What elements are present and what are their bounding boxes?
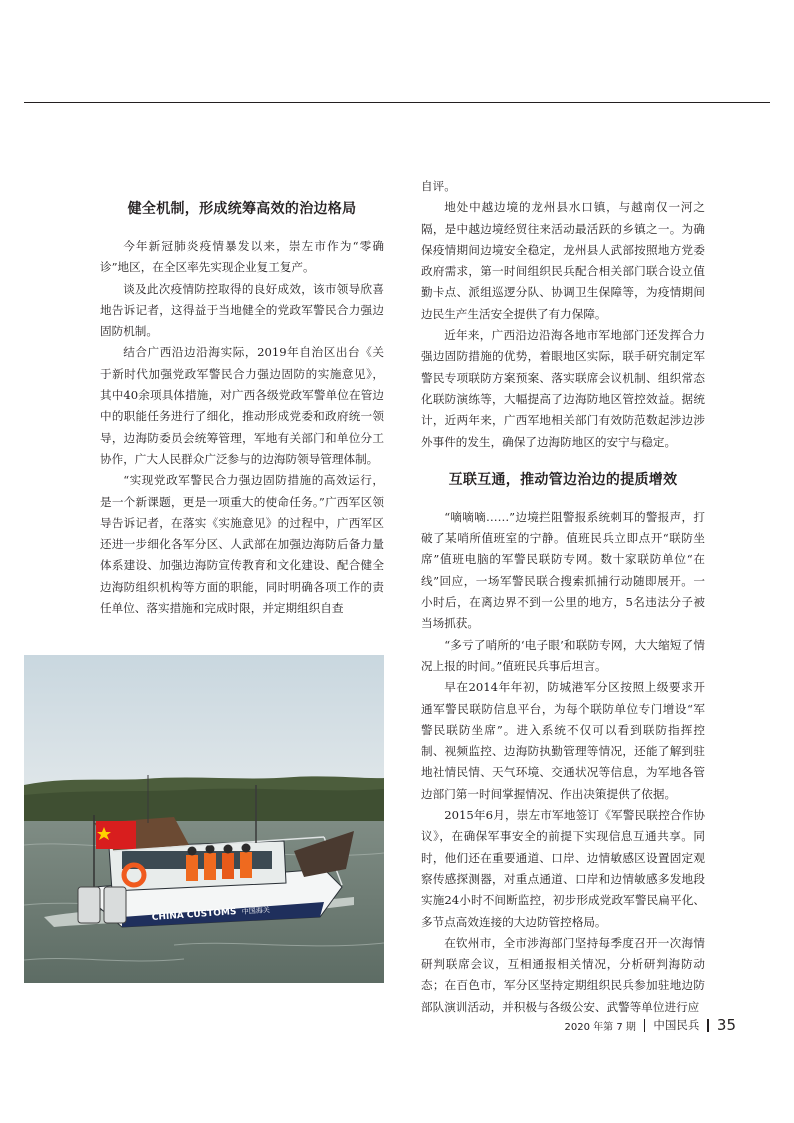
paragraph: 谈及此次疫情防控取得的良好成效，该市领导欣喜地告诉记者，这得益于当地健全的党政军警民合力强边固防机制。 bbox=[100, 281, 384, 339]
section-heading-2: 互联互通，推动管边治边的提质增效 bbox=[448, 471, 678, 488]
section-heading-1: 健全机制，形成统筹高效的治边格局 bbox=[127, 201, 357, 217]
boat-lettering-cn: 中国海关 bbox=[241, 906, 271, 916]
magazine-name: 中国民兵 bbox=[653, 1018, 700, 1032]
paragraph: 自评。 bbox=[421, 179, 456, 193]
issue-label: 2020 年第 7 期 bbox=[564, 1021, 636, 1033]
paragraph: 早在2014年年初，防城港军分区按照上级要求开通军警民联防信息平台，为每个联防单位专门增设“军警民联防坐席”。进入系统不仅可以看到联防指挥控制、视频监控、边海防执勤管理等情况，还能了解到驻地社情民情、天气环境、交通状况等信息，为军地各管边部门第一时间掌握情况、作出决策提供了依据。 bbox=[421, 680, 705, 801]
paragraph: “多亏了哨所的‘电子眼’和联防专网，大大缩短了情况上报的时间。”值班民兵事后坦言。 bbox=[421, 637, 705, 673]
paragraph: 结合广西沿边沿海实际，2019年自治区出台《关于新时代加强党政军警民合力强边固防的实施意见》，其中40余项具体措施，对广西各级党政军警单位在管边中的职能任务进行了细化，推动形成党委和政府统一领导，边海防委员会统筹管理，军地有关部门和单位分工协作，广大人民群众广泛参与的边海防领导管理体制。 bbox=[100, 345, 384, 466]
paragraph: 今年新冠肺炎疫情暴发以来，崇左市作为“零确诊”地区，在全区率先实现企业复工复产。 bbox=[100, 239, 384, 275]
boat-lettering: CHINA CUSTOMS bbox=[151, 907, 237, 923]
left-column bbox=[100, 192, 384, 619]
header-rule bbox=[24, 102, 770, 103]
paragraph: 地处中越边境的龙州县水口镇，与越南仅一河之隔，是中越边境经贸往来活动最活跃的乡镇之一。为确保疫情期间边境安全稳定，龙州县人武部按照地方党委政府需求，第一时间组织民兵配合相关部门联合设立值勤卡点、派组巡逻分队、协调卫生保障等，为疫情期间边民生产生活安全提供了有力保障。 bbox=[421, 200, 705, 321]
paragraph: 2015年6月，崇左市军地签订《军警民联控合作协议》，在确保军事安全的前提下实现信息互通共享。同时，他们还在重要通道、口岸、边情敏感区设置固定观察传感探测器，对重点通道、口岸和边情敏感多发地段实施24小时不间断监控，初步形成党政军警民扁平化、多节点高效连接的大边防管控格局。 bbox=[421, 808, 705, 929]
customs-boat-photo bbox=[24, 655, 384, 983]
paragraph: 近年来，广西沿边沿海各地市军地部门还发挥合力强边固防措施的优势，着眼地区实际，联手研究制定军警民专项联防方案预案、落实联席会议机制、组织常态化联防演练等，大幅提高了边海防地区管控效益。据统计，近两年来，广西军地相关部门有效防范数起涉边涉外事件的发生，确保了边海防地区的安宁与稳定。 bbox=[421, 328, 705, 449]
right-column bbox=[421, 176, 705, 1018]
page-number: 35 bbox=[716, 1016, 736, 1034]
paragraph: “嘀嘀嘀……”边境拦阻警报系统刺耳的警报声，打破了某哨所值班室的宁静。值班民兵立即点开“联防坐席”值班电脑的军警民联防专网。数十家联防单位“在线”回应，一场军警民联合搜索抓捕行动随即展开。一小时后，在离边界不到一公里的地方，5名违法分子被当场抓获。 bbox=[421, 509, 705, 631]
paragraph: “实现党政军警民合力强边固防措施的高效运行，是一个新课题，更是一项重大的使命任务。”广西军区领导告诉记者，在落实《实施意见》的过程中，广西军区还进一步细化各军分区、人武部在加强边海防后备力量体系建设、加强边海防宣传教育和文化建设、配合健全边海防组织机构等方面的职能，同时明确各项工作的责任单位、落实措施和完成时限，并定期组织自查 bbox=[100, 473, 384, 616]
footer-divider bbox=[644, 1019, 646, 1032]
paragraph: 在钦州市，全市涉海部门坚持每季度召开一次海情研判联席会议，互相通报相关情况，分析研判海防动态；在百色市，军分区坚持定期组织民兵参加驻地边防部队演训活动，并积极与各级公安、武警等单位进行应 bbox=[421, 935, 705, 1014]
page-footer bbox=[565, 1016, 736, 1034]
footer-divider bbox=[707, 1019, 709, 1032]
